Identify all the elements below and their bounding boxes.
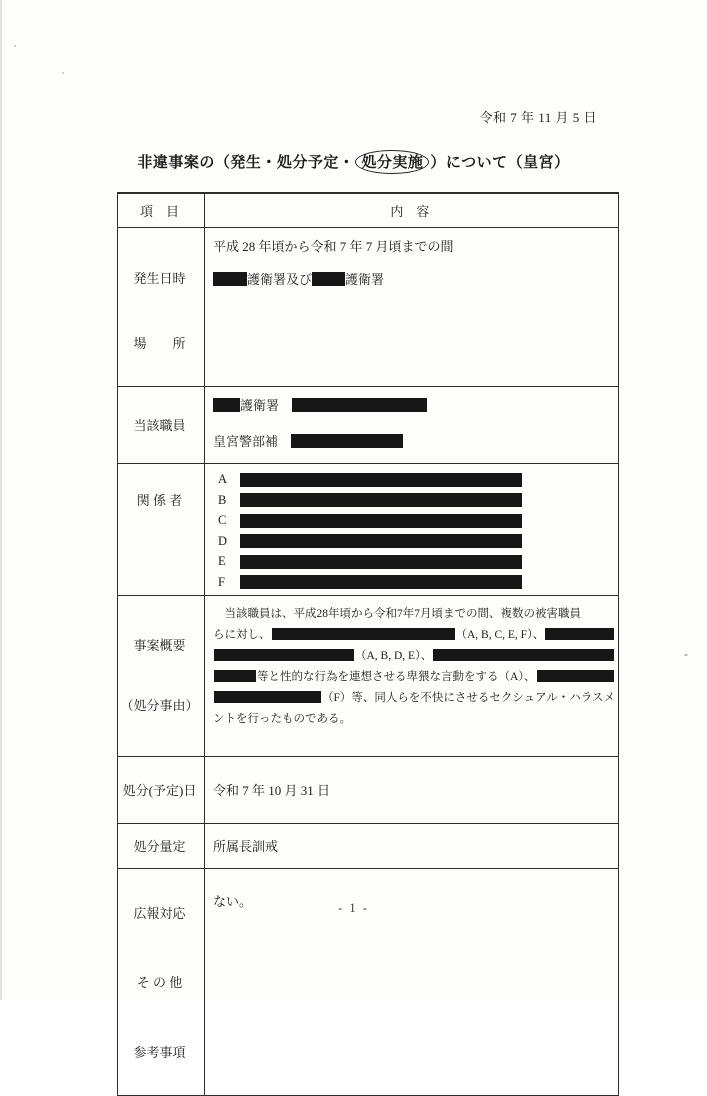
row-occurrence [118, 227, 619, 386]
text-segment: （A, B, D, E）、 [355, 650, 433, 662]
text-segment: 護衛署 [345, 271, 385, 287]
redaction-bar [240, 534, 522, 548]
header-content-cell: 内 容 [205, 193, 619, 227]
misc-value: ない。 [205, 868, 619, 1095]
officer-label-cell: 当該職員 [118, 386, 205, 463]
page-number: - 1 - [338, 901, 369, 915]
scan-speck [14, 45, 16, 47]
row-officer [118, 386, 619, 463]
disposition-date-value: 令和 7 年 10 月 31 日 [205, 756, 619, 823]
label-place: 場 所 [133, 335, 186, 351]
label-pr-response: 広報対応 [133, 905, 186, 921]
summary-line [213, 666, 615, 687]
case-table [117, 192, 619, 1096]
row-disposition-date [118, 756, 619, 823]
summary-line [213, 624, 615, 645]
occurrence-datetime: 平成 28 年頃から令和 7 年 7 月頃までの間 [213, 238, 454, 254]
related-person-line [213, 470, 615, 491]
redaction-bar [214, 649, 354, 661]
related-person-letter: F [218, 574, 225, 589]
redaction-bar [214, 691, 321, 703]
occurrence-content-cell [205, 227, 619, 386]
label-summary-reason: （処分事由） [120, 697, 199, 713]
title-suffix: ）について（皇宮） [430, 155, 570, 171]
redaction-bar [291, 434, 403, 448]
header-item-cell: 項 目 [118, 193, 205, 227]
document-date: 令和 7 年 11 月 5 日 [479, 110, 597, 125]
redaction-bar [292, 398, 427, 412]
redaction-bar [240, 575, 522, 589]
label-datetime: 発生日時 [133, 270, 186, 286]
related-person-letter: A [218, 472, 228, 487]
document-title [0, 150, 707, 174]
row-related-persons [118, 463, 619, 595]
redaction-bar [312, 272, 345, 286]
summary-paragraph [213, 596, 615, 729]
related-person-line [213, 531, 615, 552]
text-segment: （A, B, C, E, F）、 [455, 629, 545, 641]
redaction-bar [240, 493, 522, 507]
title-circled-term: 処分実施 [355, 150, 429, 174]
redaction-bar [240, 514, 522, 528]
disposition-measure-value: 所属長訓戒 [205, 823, 619, 868]
scan-speck [684, 654, 688, 656]
summary-line [213, 645, 615, 666]
officer-line2 [213, 432, 615, 452]
text-segment: 皇宮警部補 [213, 433, 292, 449]
related-person-letter: D [218, 533, 228, 548]
redaction-bar [272, 628, 455, 640]
redaction-bar [537, 670, 614, 682]
redaction-bar [213, 398, 240, 412]
officer-content-cell [205, 386, 619, 463]
redaction-bar [240, 555, 522, 569]
summary-content-cell [205, 595, 619, 756]
label-other: そ の 他 [136, 974, 183, 990]
label-summary: 事案概要 [133, 637, 186, 653]
related-content-cell [205, 463, 619, 595]
redaction-bar [545, 628, 614, 640]
summary-line [213, 708, 615, 729]
related-person-line [213, 490, 615, 511]
scan-speck [62, 72, 64, 74]
related-person-line [213, 511, 615, 532]
redaction-bar [214, 670, 256, 682]
text-segment: ントを行ったものである。 [213, 713, 351, 725]
occurrence-label-cell [118, 227, 205, 386]
disposition-measure-label-cell: 処分量定 [118, 823, 205, 868]
table-header-row [118, 193, 619, 227]
text-segment: 等と性的な行為を連想させる卑猥な言動をする（A）、 [257, 671, 536, 683]
row-disposition-measure [118, 823, 619, 868]
related-person-list [213, 464, 615, 593]
summary-line [213, 687, 615, 708]
related-person-line [213, 572, 615, 593]
related-person-letter: C [218, 513, 227, 528]
redaction-bar [213, 272, 247, 286]
title-prefix: 非違事案の（発生・処分予定・ [137, 155, 355, 171]
row-case-summary [118, 595, 619, 756]
officer-line1 [213, 396, 615, 416]
text-segment: 護衛署 [240, 397, 293, 413]
redaction-bar [433, 649, 614, 661]
text-segment: 護衛署及び [247, 271, 313, 287]
related-person-letter: E [218, 554, 226, 569]
related-person-line [213, 552, 615, 573]
related-person-letter: B [218, 492, 227, 507]
summary-line [213, 603, 615, 624]
text-segment: 当該職員は、平成28年頃から令和7年7月頃までの間、複数の被害職員 [213, 608, 581, 620]
occurrence-place [213, 270, 615, 290]
label-reference: 参考事項 [133, 1044, 186, 1060]
redaction-bar [240, 473, 522, 487]
summary-label-cell [118, 595, 205, 756]
text-segment: らに対し、 [213, 629, 271, 641]
related-label-cell: 関 係 者 [118, 463, 205, 595]
disposition-date-label-cell: 処分(予定)日 [118, 756, 205, 823]
text-segment: （F）等、同人らを不快にさせるセクシュアル・ハラスメ [322, 692, 615, 704]
